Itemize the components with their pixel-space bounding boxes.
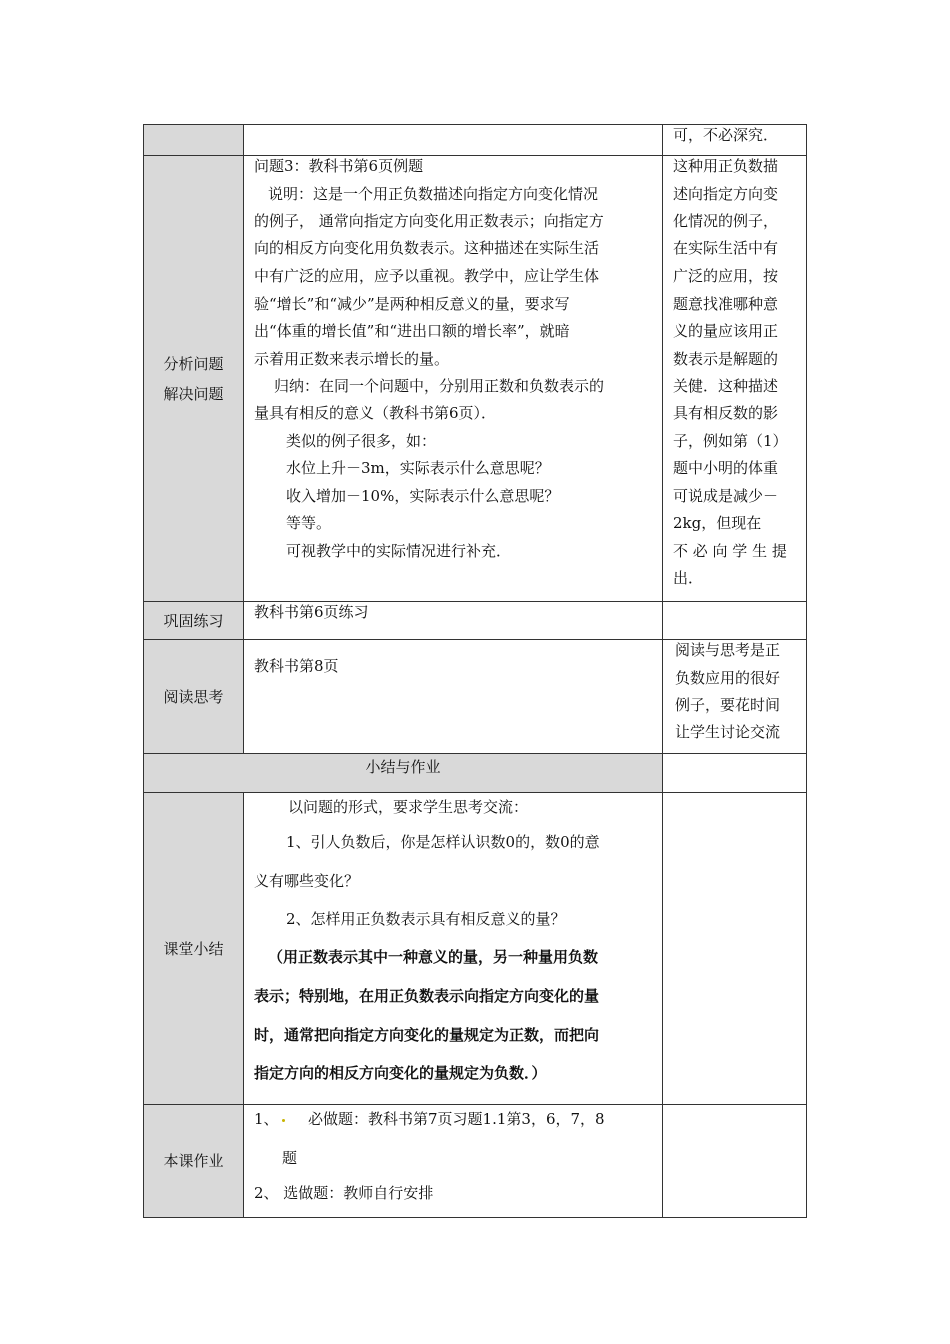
class-summary-label-cell	[143, 792, 244, 1105]
analyze-line: 类似的例子很多，如：	[286, 432, 437, 450]
analyze-line: 出“体重的增长值”和“进出口额的增长率”，就暗	[254, 322, 570, 340]
analyze-note-line: 题中小明的体重	[673, 459, 779, 477]
summary-line: 1、引人负数后，你是怎样认识数0的，数0的意	[286, 833, 600, 851]
analyze-line: 等等。	[286, 514, 332, 532]
class-summary-content-cell	[243, 792, 663, 1105]
top-label-cell	[143, 124, 244, 156]
analyze-label-line1: 分析问题	[163, 354, 224, 373]
analyze-content-cell	[243, 155, 663, 602]
analyze-note-line: 这种用正负数描	[673, 157, 779, 175]
analyze-line: 归纳：在同一个问题中，分别用正数和负数表示的	[274, 377, 605, 395]
analyze-note-line: 广泛的应用，按	[673, 267, 779, 285]
analyze-label-line2: 解决问题	[163, 384, 224, 403]
top-note: 可，不必深究．	[673, 126, 779, 144]
marker-dot-icon	[282, 1119, 285, 1122]
analyze-line: 水位上升－3m，实际表示什么意思呢？	[286, 459, 550, 477]
reading-note-cell	[662, 639, 807, 754]
summary-answer-line: 时，通常把向指定方向变化的量规定为正数，而把向	[254, 1026, 600, 1044]
summary-line: 2、怎样用正负数表示具有相反意义的量？	[286, 910, 566, 928]
homework-required: 必做题：教科书第7页习题1.1第3，6，7，8	[308, 1110, 605, 1128]
reading-note-line: 阅读与思考是正	[675, 641, 781, 659]
homework-label-cell	[143, 1104, 244, 1218]
analyze-note-line: 题意找准哪种意	[673, 295, 779, 313]
summary-answer-line: （用正数表示其中一种意义的量，另一种量用负数	[268, 948, 599, 966]
analyze-note-line: 数表示是解题的	[673, 350, 779, 368]
practice-label-cell	[143, 601, 244, 640]
analyze-line: 说明：这是一个用正负数描述向指定方向变化情况	[268, 185, 599, 203]
practice-content: 教科书第6页练习	[254, 603, 369, 621]
reading-content: 教科书第8页	[254, 657, 339, 675]
analyze-line: 示着用正数来表示增长的量。	[254, 350, 450, 368]
analyze-line: 向的相反方向变化用负数表示。这种描述在实际生活	[254, 239, 600, 257]
summary-answer-line: 指定方向的相反方向变化的量规定为负数．）	[254, 1064, 547, 1082]
summary-header-label: 小结与作业	[365, 758, 441, 776]
reading-label: 阅读思考	[163, 687, 224, 706]
practice-content-cell	[243, 601, 663, 640]
lesson-plan-table	[143, 124, 807, 1218]
top-note-cell	[662, 124, 807, 156]
analyze-line: 收入增加－10%，实际表示什么意思呢？	[286, 487, 560, 505]
summary-answer-line: 表示；特别地，在用正负数表示向指定方向变化的量	[254, 987, 600, 1005]
analyze-line: 问题3：教科书第6页例题	[254, 157, 424, 175]
reading-note-line: 例子，要花时间	[675, 696, 781, 714]
summary-header-cell	[143, 753, 663, 793]
analyze-label-cell	[143, 155, 244, 602]
homework-item-number: 1、	[254, 1110, 279, 1128]
analyze-line: 的例子， 通常向指定方向变化用正数表示；向指定方	[254, 212, 604, 230]
analyze-note-line: 关健．这种描述	[673, 377, 779, 395]
analyze-note-line: 具有相反数的影	[673, 404, 779, 422]
analyze-note-line: 述向指定方向变	[673, 185, 779, 203]
analyze-note-line: 可说成是减少－	[673, 487, 779, 505]
homework-label: 本课作业	[163, 1152, 224, 1170]
analyze-note-cell	[662, 155, 807, 602]
summary-line: 以问题的形式，要求学生思考交流：	[288, 798, 529, 816]
reading-content-cell	[243, 639, 663, 754]
reading-note-line: 负数应用的很好	[675, 669, 781, 687]
analyze-note-line: 在实际生活中有	[673, 239, 779, 257]
top-content-cell	[243, 124, 663, 156]
homework-note-cell	[662, 1104, 807, 1218]
analyze-line: 可视教学中的实际情况进行补充．	[286, 542, 512, 560]
homework-required-cont: 题	[282, 1149, 298, 1167]
analyze-note-line: 义的量应该用正	[673, 322, 779, 340]
homework-optional: 2、 选做题：教师自行安排	[254, 1184, 434, 1202]
summary-header-note-cell	[662, 753, 807, 793]
summary-line: 义有哪些变化？	[254, 872, 360, 890]
homework-content-cell	[243, 1104, 663, 1218]
analyze-line: 验“增长”和“减少”是两种相反意义的量，要求写	[254, 295, 570, 313]
practice-note-cell	[662, 601, 807, 640]
analyze-line: 中有广泛的应用，应予以重视。教学中，应让学生体	[254, 267, 600, 285]
class-summary-note-cell	[662, 792, 807, 1105]
analyze-note-line: 化情况的例子，	[673, 212, 779, 230]
analyze-note-line: 2kg，但现在	[673, 514, 762, 532]
analyze-line: 量具有相反的意义（教科书第6页）．	[254, 404, 497, 422]
reading-label-cell	[143, 639, 244, 754]
analyze-note-line: 出．	[673, 569, 704, 587]
analyze-note-line: 子，例如第（1）	[673, 432, 788, 450]
practice-label: 巩固练习	[163, 611, 224, 630]
class-summary-label: 课堂小结	[163, 939, 224, 958]
reading-note-line: 让学生讨论交流	[675, 723, 781, 741]
analyze-note-line: 不 必 向 学 生 提	[673, 542, 787, 560]
